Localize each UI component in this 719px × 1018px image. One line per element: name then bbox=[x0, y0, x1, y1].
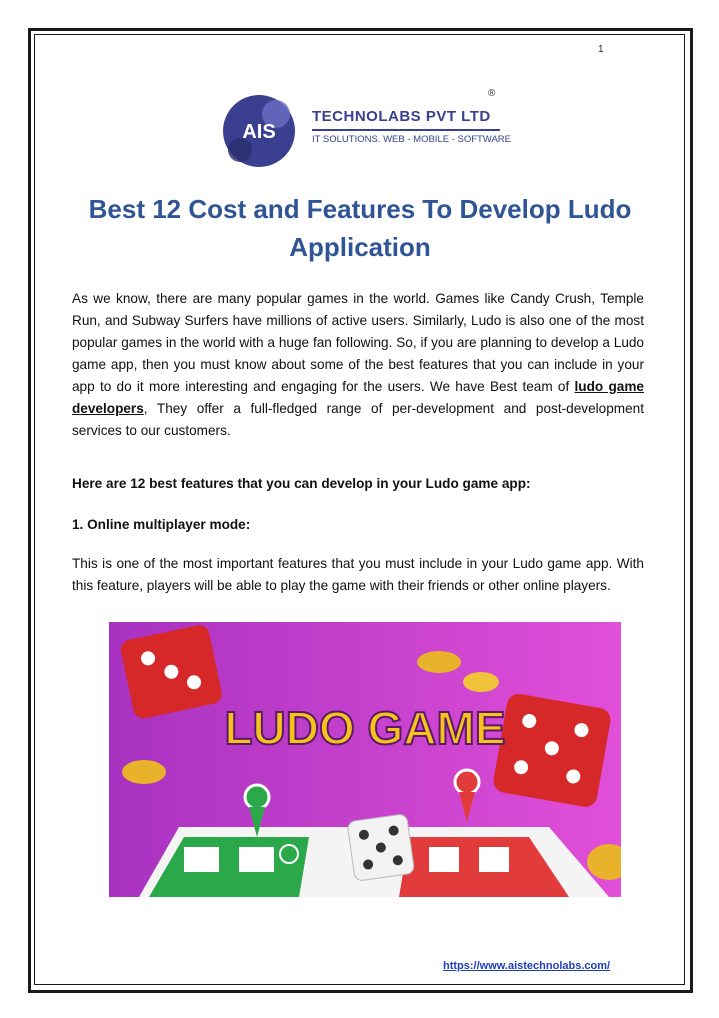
white-dice bbox=[347, 814, 415, 882]
ludo-illustration bbox=[109, 622, 621, 897]
features-heading: Here are 12 best features that you can develop in your Ludo game app: bbox=[72, 476, 531, 491]
logo-divider bbox=[312, 129, 500, 131]
registered-mark: ® bbox=[488, 88, 496, 99]
document-title: Best 12 Cost and Features To Develop Ludo Application bbox=[88, 194, 632, 262]
intro-paragraph bbox=[72, 288, 644, 442]
company-logo bbox=[220, 88, 510, 176]
logo-brand-name: TECHNOLABS PVT LTD bbox=[312, 108, 491, 125]
footer-website-link[interactable]: https://www.aistechnolabs.com/ bbox=[443, 960, 611, 972]
logo-tagline: IT SOLUTIONS. WEB - MOBILE - SOFTWARE bbox=[312, 134, 511, 145]
feature-1-body: This is one of the most important features that you must include in your Ludo game app. With this feature, players will be able to play the game with their friends or other online players. bbox=[72, 556, 644, 593]
red-dice-right bbox=[492, 692, 613, 809]
ludo-game-image bbox=[109, 622, 621, 897]
hero-caption: LUDO GAME bbox=[224, 702, 506, 754]
feature-1-heading: 1. Online multiplayer mode: bbox=[72, 517, 251, 532]
page-number: 1 bbox=[598, 44, 604, 55]
ais-logo-icon bbox=[220, 92, 298, 170]
ludo-developers-link[interactable]: ludo game developers bbox=[72, 379, 644, 416]
intro-text-end: , They offer a full-fledged range of per-development and post-development services to our customers. bbox=[72, 401, 644, 438]
logo-mark: AIS bbox=[242, 121, 276, 143]
intro-text-start: As we know, there are many popular games in the world. Games like Candy Crush, Temple Run, and Subway Surfers have millions of active users. Similarly, Ludo is also one of the most popular games in the world with a huge fan following. So, if you are planning to develop a Ludo game app, then you must know about some of the best features that you can include in your app to do it more interesting and engaging for the users. We have Best team of bbox=[72, 291, 644, 394]
